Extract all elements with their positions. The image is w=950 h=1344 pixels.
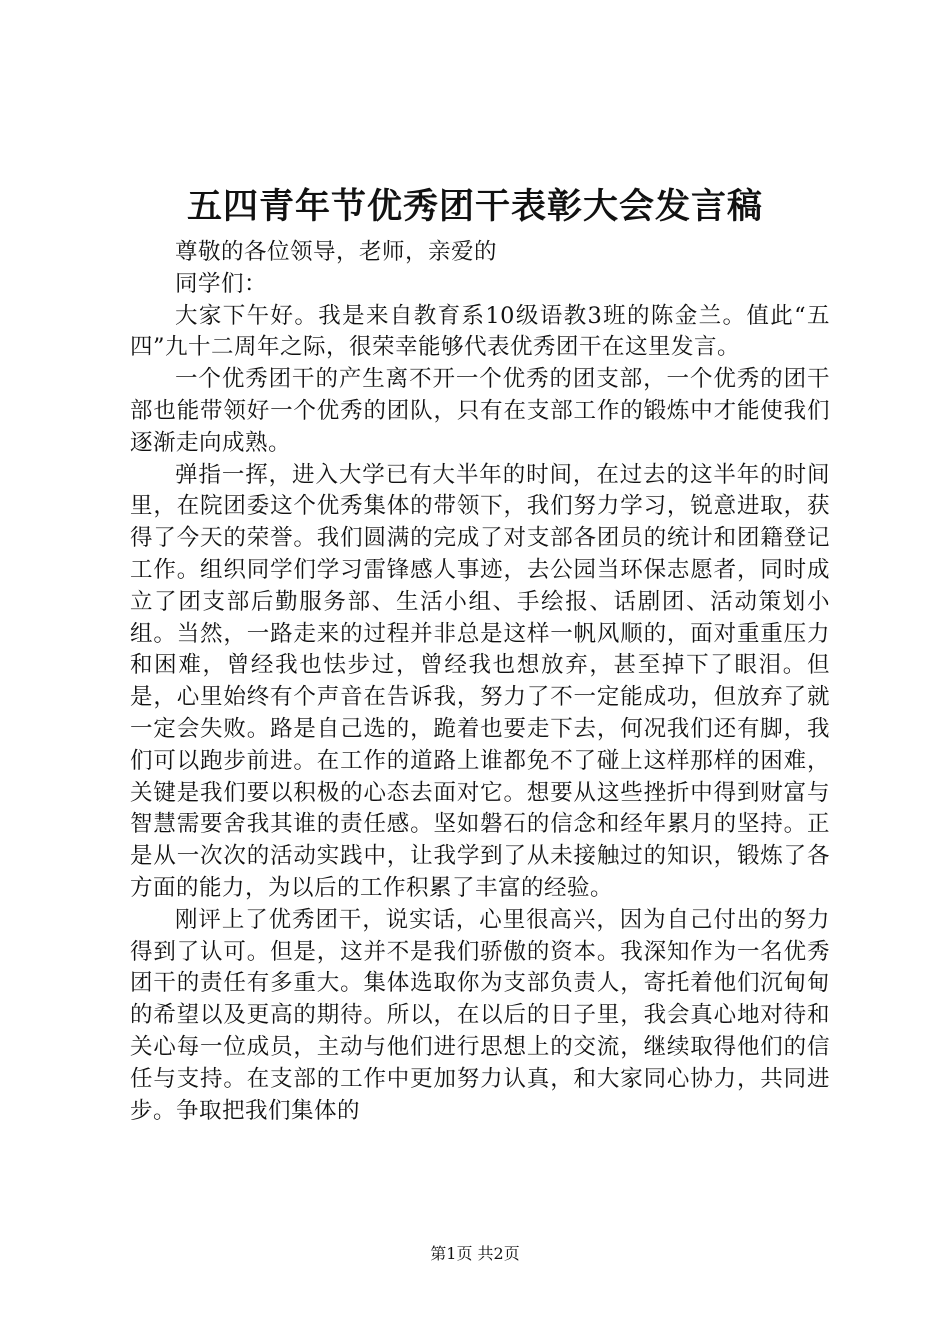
body-paragraph-2: 一个优秀团干的产生离不开一个优秀的团支部，一个优秀的团干部也能带领好一个优秀的团队，只有在支部工作的锻炼中才能使我们逐渐走向成熟。 — [130, 366, 830, 456]
page-footer: 第1页 共2页 — [430, 1244, 520, 1263]
salutation-line-1: 尊敬的各位领导，老师，亲爱的 — [175, 239, 498, 265]
body-paragraph-4: 刚评上了优秀团干，说实话，心里很高兴，因为自己付出的努力得到了认可。但是，这并不是我们骄傲的资本。我深知作为一名优秀团干的责任有多重大。集体选取你为支部负责人，寄托着他们沉甸甸的希望以及更高的期待。所以，在以后的日子里，我会真心地对待和关心每一位成员，主动与他们进行思想上的交流，继续取得他们的信任与支持。在支部的工作中更加努力认真，和大家同心协力，共同进步。争取把我们集体的 — [130, 906, 830, 1124]
document-title: 五四青年节优秀团干表彰大会发言稿 — [186, 186, 763, 227]
salutation-line-2: 同学们： — [175, 270, 268, 297]
document-body — [130, 237, 830, 1127]
body-paragraph-3: 弹指一挥，进入大学已有大半年的时间，在过去的这半年的时间里，在院团委这个优秀集体的带领下，我们努力学习，锐意进取，获得了今天的荣誉。我们圆满的完成了对支部各团员的统计和团籍登记工作。组织同学们学习雷锋感人事迹，去公园当环保志愿者，同时成立了团支部后勤服务部、生活小组、手绘报、话剧团、活动策划小组。当然，一路走来的过程并非总是这样一帆风顺的，面对重重压力和困难，曾经我也怯步过，曾经我也想放弃，甚至掉下了眼泪。但是，心里始终有个声音在告诉我，努力了不一定能成功，但放弃了就一定会失败。路是自己选的，跪着也要走下去，何况我们还有脚，我们可以跑步前进。在工作的道路上谁都免不了碰上这样那样的困难，关键是我们要以积极的心态去面对它。想要从这些挫折中得到财富与智慧需要舍我其谁的责任感。坚如磐石的信念和经年累月的坚持。正是从一次次的活动实践中，让我学到了从未接触过的知识，锻炼了各方面的能力，为以后的工作积累了丰富的经验。 — [130, 461, 830, 901]
body-paragraph-1: 大家下午好。我是来自教育系10级语教3班的陈金兰。值此“五四”九十二周年之际，很荣幸能够代表优秀团干在这里发言。 — [130, 302, 830, 361]
